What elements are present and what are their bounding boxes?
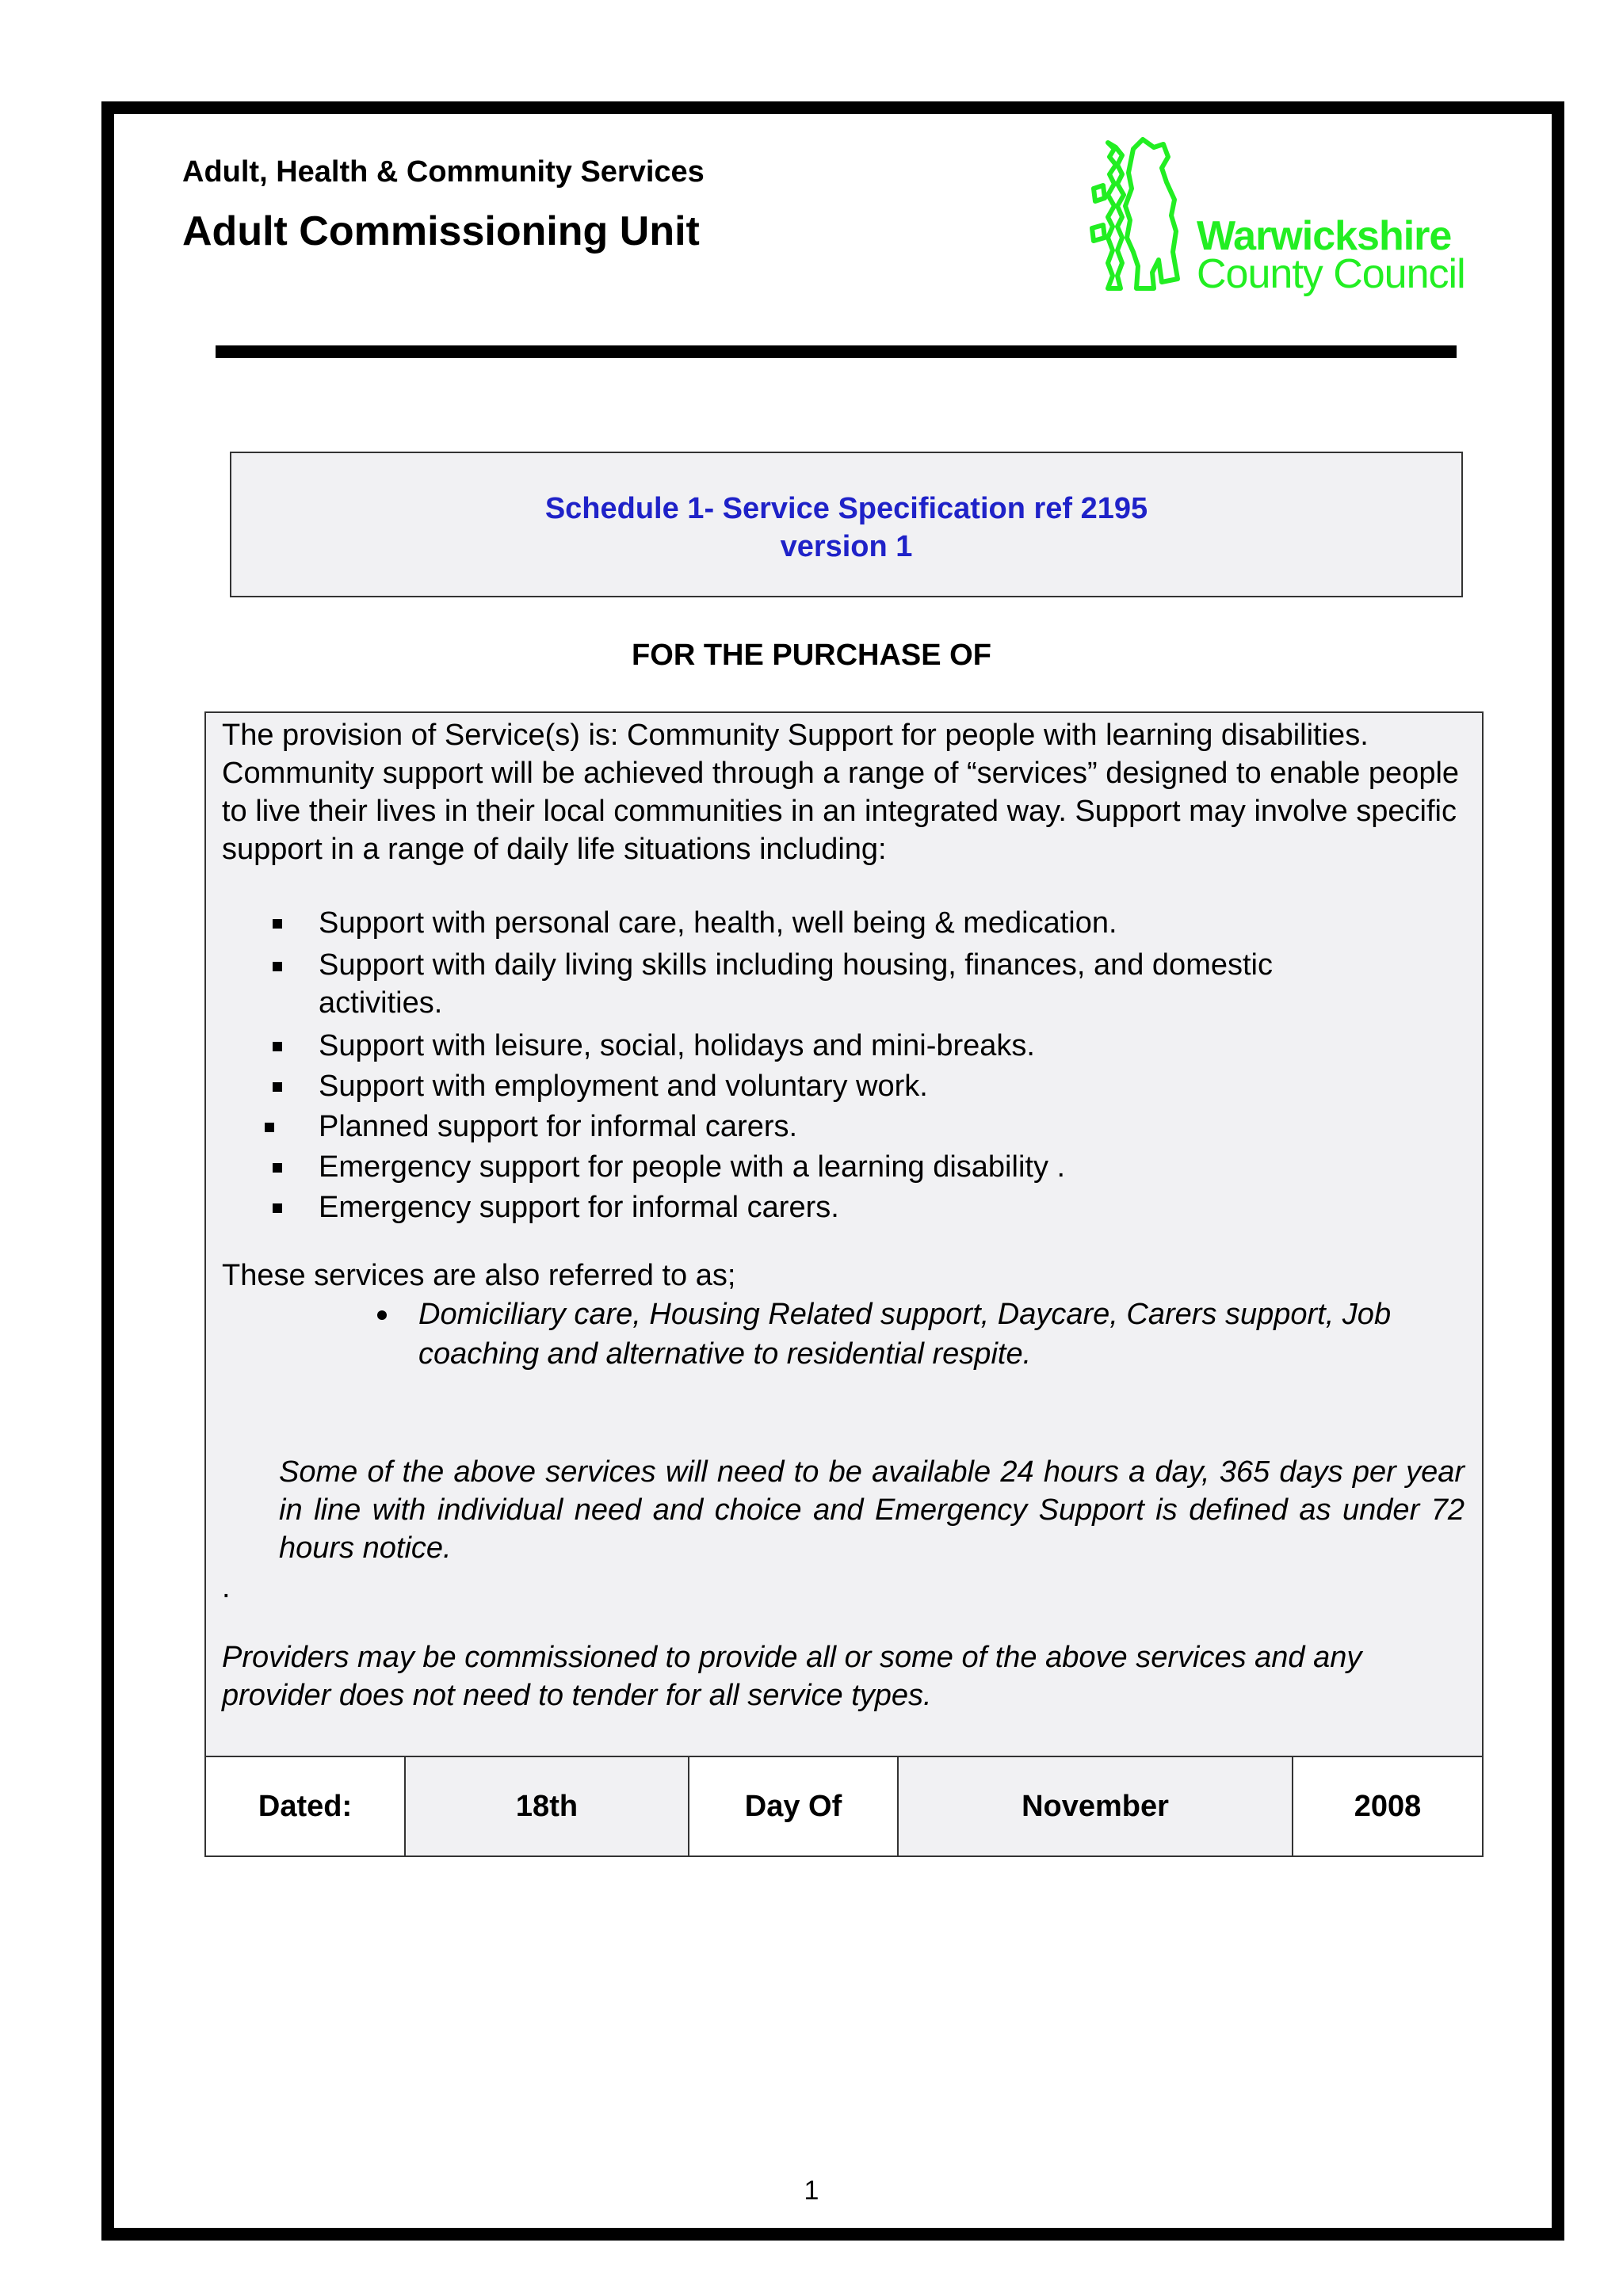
list-item: Support with employment and voluntary work. bbox=[319, 1066, 1381, 1107]
list-item: Emergency support for informal carers. bbox=[319, 1188, 1381, 1228]
logo-line-2: County Council bbox=[1197, 251, 1465, 297]
bullet-dot-icon bbox=[377, 1310, 387, 1320]
bear-and-ragged-staff-icon bbox=[1086, 133, 1197, 299]
dated-day-of: Day Of bbox=[689, 1756, 898, 1856]
schedule-title: Schedule 1- Service Specification ref 2195 bbox=[544, 492, 1148, 525]
dated-table bbox=[204, 1756, 1484, 1857]
list-item: Emergency support for people with a learning disability . bbox=[319, 1147, 1381, 1188]
department-title: Adult, Health & Community Services bbox=[182, 155, 705, 189]
dated-day: 18th bbox=[405, 1756, 689, 1856]
logo-line-1: Warwickshire bbox=[1197, 213, 1452, 259]
service-description-box bbox=[204, 711, 1484, 1757]
providers-paragraph: Providers may be commissioned to provide all or some of the above services and any provider does not need to tender for all service types. bbox=[222, 1641, 1362, 1712]
page-number: 1 bbox=[804, 2176, 819, 2206]
table-row bbox=[205, 1756, 1483, 1856]
availability-paragraph: Some of the above services will need to be available 24 hours a day, 365 days per year in line with individual need and choice and Emergency Support is defined as under 72 hours notice. bbox=[279, 1455, 1465, 1565]
unit-title: Adult Commissioning Unit bbox=[182, 208, 700, 254]
support-list bbox=[319, 903, 1381, 1228]
purchase-heading: FOR THE PURCHASE OF bbox=[632, 639, 991, 672]
schedule-version: version 1 bbox=[780, 530, 913, 563]
council-logo bbox=[1086, 133, 1482, 299]
also-referred-item: Domiciliary care, Housing Related support, Daycare, Carers support, Job coaching and alternative to residential respite. bbox=[418, 1295, 1449, 1374]
dated-month: November bbox=[898, 1756, 1293, 1856]
header-divider bbox=[216, 345, 1457, 358]
list-item: Support with leisure, social, holidays and mini-breaks. bbox=[319, 1026, 1381, 1066]
schedule-title-box bbox=[230, 452, 1463, 597]
list-item: Planned support for informal carers. bbox=[319, 1107, 1381, 1147]
list-item: Support with daily living skills including housing, finances, and domestic activities. bbox=[319, 946, 1381, 1024]
also-referred-text: These services are also referred to as; bbox=[222, 1259, 736, 1292]
dated-label: Dated: bbox=[205, 1756, 405, 1856]
intro-paragraph: The provision of Service(s) is: Community Support for people with learning disabilities. Community support will be achieved through a range of “services” designed to enable people to live their lives in their local communities in an integrated way. Support may involve specific support in a range of daily life situations including: bbox=[222, 719, 1460, 866]
stray-period: . bbox=[222, 1571, 231, 1604]
list-item: Support with personal care, health, well being & medication. bbox=[319, 903, 1381, 944]
dated-year: 2008 bbox=[1293, 1756, 1483, 1856]
